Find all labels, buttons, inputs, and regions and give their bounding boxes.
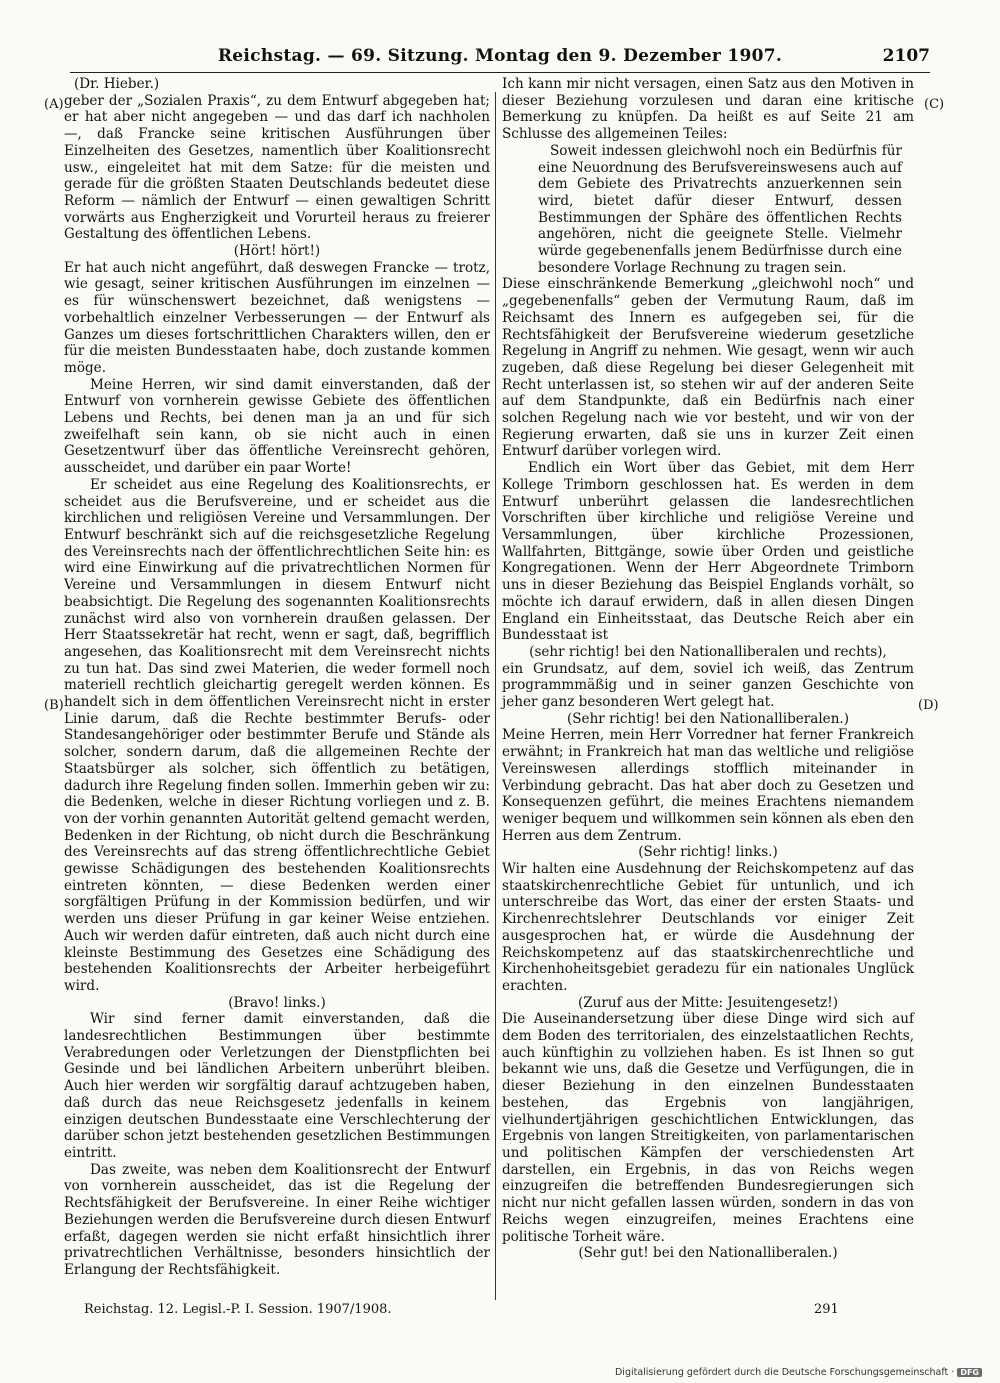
paragraph: Er scheidet aus eine Regelung des Koalitionsrechts, er scheidet aus die Berufsvereine, und er scheidet aus die kirchlichen und religiösen Vereine und Versammlungen. Der Entwurf beschränkt sich auf die reichsgesetzliche Regelung des Vereinsrechts nach der öffentlichrechtlichen Seite hin: es wird eine Einwirkung auf die privatrechtlichen Normen für Vereine und Versammlungen in diesem Entwurf nicht beabsichtigt. Die Regelung des sogenannten Koalitionsrechts zunächst wird also von vornherein draußen gelassen. Der Herr Staatssekretär hat recht, wenn er sagt, daß, begrifflich angesehen, das Koalitionsrecht mit dem Vereinsrecht nichts zu tun hat. Das sind zwei Materien, die weder formell noch materiell rechtlich gleichartig geregelt werden können. Es handelt sich in dem öffentlichen Vereinsrecht nicht in erster Linie darum, daß die Rechte bestimmter Berufs- oder Standesangehöriger oder bestimmter Berufe und Stände als solcher, sondern darum, daß die allgemeinen Rechte der Staatsbürger als solcher, sich öffentlich zu betätigen, dadurch ihre Regelung finden sollen. Immerhin geben wir zu: die Bedenken, welche in dieser Richtung vorliegen und z. B. von der vorhin genannten Autorität geltend gemacht werden, Bedenken in der Richtung, ob nicht durch die Beschränkung des Vereinsrechts auf das streng öffentlichrechtliche Gebiet gewisse Schädigungen des bestehenden Koalitionsrechts eintreten könnten, — diese Bedenken werden einer sorgfältigen Prüfung in der Kommission bedürfen, und wir werden uns dieser Prüfung in gar keiner Weise entziehen. Auch wir werden dafür eintreten, daß auch nicht durch eine kleinste Bestimmung des Gesetzes eine Schädigung des bestehenden Koalitionsrechts der Arbeiter herbeigeführt wird. xyxy=(64,476,490,994)
paragraph: Endlich ein Wort über das Gebiet, mit dem Herr Kollege Trimborn geschlossen hat. Es werden in dem Entwurf unberührt gelassen die landesrechtlichen Vorschriften über kirchliche und religiöse Vereine und Versammlungen, über kirchliche Prozessionen, Wallfahrten, Bittgänge, sowie über Orden und geistliche Kongregationen. Wenn der Herr Abgeordnete Trimborn uns in dieser Beziehung das Beispiel Englands vorhält, so möchte ich darauf erwidern, daß in allen diesen Dingen England ein Einheitsstaat, das Deutsche Reich aber ein Bundesstaat ist xyxy=(502,460,914,644)
paragraph: Die Auseinandersetzung über diese Dinge wird sich auf dem Boden des territorialen, des einzelstaatlichen Rechts, auch künftighin zu vollziehen haben. Es ist Ihnen so gut bekannt wie uns, daß die Gesetze und Verfügungen, die in dieser Beziehung in den einzelnen Bundesstaaten bestehen, das Ergebnis von langjährigen, vielhundertjährigen geschichtlichen Entwicklungen, das Ergebnis von langen Streitigkeiten, von parlamentarischen und politischen Kämpfen der verschiedensten Art darstellen, ein Ergebnis, in das von Reichs wegen einzugreifen die betreffenden Bundesregierungen sich nicht nur nicht gefallen lassen würden, sondern in das von Reichs wegen einzugreifen, meines Erachtens eine politische Torheit wäre. xyxy=(502,1011,914,1245)
left-column xyxy=(64,76,490,1279)
paragraph: Diese einschränkende Bemerkung „gleichwohl noch“ und „gegebenenfalls“ geben der Vermutung Raum, daß im Reichsamt des Innern es aufgegeben sei, für die Rechtsfähigkeit der Berufsvereine wiederum gesetzliche Regelung in Angriff zu nehmen. Wie gesagt, wenn wir auch zugeben, daß diese Regelung bei dieser Gelegenheit mit Recht unterlassen ist, so stehen wir auf der anderen Seite auf dem Standpunkte, daß ein Bedürfnis nach einer solchen Regelung nach wie vor besteht, und wir von der Regierung erwarten, daß sie uns in kurzer Zeit einen Entwurf darüber vorlegen wird. xyxy=(502,276,914,460)
interjection: (Bravo! links.) xyxy=(228,994,326,1011)
paragraph: Ich kann mir nicht versagen, einen Satz aus den Motiven in dieser Beziehung vorzulesen und daran eine kritische Bemerkung zu knüpfen. Da heißt es auf Seite 21 am Schlusse des allgemeinen Teiles: xyxy=(502,76,914,143)
paragraph: Meine Herren, wir sind damit einverstanden, daß der Entwurf von vornherein gewisse Gebiete des öffentlichen Lebens und Rechts, bei denen man ja an und für sich zweifelhaft sein kann, ob sie nicht auch in einen Gesetzentwurf über das öffentliche Vereinsrecht gehören, ausscheidet, und darüber ein paar Worte! xyxy=(64,376,490,477)
paragraph: Wir sind ferner damit einverstanden, daß die landesrechtlichen Bestimmungen über bestimmte Verabredungen oder Verletzungen der Dienstpflichten bei Gesinde und bei ländlichen Arbeitern unberührt bleiben. Auch hier werden wir sorgfältig darauf achtzugeben haben, daß durch das neue Reichsgesetz jedenfalls in keinem einzigen deutschen Bundesstaate eine Verschlechterung der darüber schon jetzt bestehenden gesetzlichen Bestimmungen eintritt. xyxy=(64,1011,490,1161)
running-title: Reichstag. — 69. Sitzung. Montag den 9. Dezember 1907. xyxy=(217,46,783,66)
interjection: (Sehr richtig! links.) xyxy=(638,844,778,861)
interjection: (sehr richtig! bei den Nationalliberalen und rechts), xyxy=(529,643,887,660)
margin-mark-a: (A) xyxy=(44,97,64,112)
interjection: (Hört! hört!) xyxy=(233,243,321,260)
interjection: (Sehr richtig! bei den Nationalliberalen.) xyxy=(566,710,850,727)
paragraph: Er hat auch nicht angeführt, daß deswegen Francke — trotz, wie gesagt, seiner kritischen Ausführungen im einzelnen — es für wünschenswert bezeichnet, daß wenigstens — vorbehaltlich einzelner Verbesserungen — der Entwurf als Ganzes um dieses fortschrittlichen Charakters willen, den er für die meisten Bundesstaaten habe, doch zustande kommen möge. xyxy=(64,259,490,376)
digitization-text: Digitalisierung gefördert durch die Deutsche Forschungsgemeinschaft · xyxy=(614,1367,955,1378)
right-column xyxy=(502,76,914,1262)
interjection: (Sehr gut! bei den Nationalliberalen.) xyxy=(578,1245,838,1262)
paragraph: ein Grundsatz, auf dem, soviel ich weiß, das Zentrum programmmäßig und in seiner ganzen Geschichte von jeher ganz besonderen Wert gelegt hat. xyxy=(502,660,914,711)
paragraph: Meine Herren, mein Herr Vorredner hat ferner Frankreich erwähnt; in Frankreich hat man das weltliche und religiöse Vereinswesen allerdings stofflich miteinander in Verbindung gebracht. Das hat aber doch zu Gesetzen und Konsequenzen geführt, die meines Erachtens niemandem weniger bequem und willkommen sein können als eben den Herren aus dem Zentrum. xyxy=(502,727,914,844)
digitization-notice xyxy=(615,1367,982,1378)
running-header xyxy=(70,46,930,73)
paragraph: geber der „Sozialen Praxis“, zu dem Entwurf abgegeben hat; er hat aber nicht angegeben — und das darf ich nachholen —, daß Francke seine kritischen Ausführungen über Einzelheiten des Gesetzes, namentlich über Koalitionsrecht usw., eingeleitet hat mit dem Satze: für die meisten und gerade für die größten Staaten Deutschlands bedeutet diese Reform — nämlich der Entwurf — einen gewaltigen Schritt vorwärts aus Engherzigkeit und Vorurteil heraus zu freierer Gestaltung des öffentlichen Lebens. xyxy=(64,92,490,243)
speaker-name: (Dr. Hieber.) xyxy=(74,76,160,92)
footer-session: Reichstag. 12. Legisl.-P. I. Session. 1907/1908. xyxy=(84,1302,392,1317)
paragraph: Wir halten eine Ausdehnung der Reichskompetenz auf das staatskirchenrechtliche Gebiet für untunlich, und ich unterschreibe das Wort, das einer der ersten Staats- und Kirchenrechtslehrer Deutschlands vor einiger Zeit ausgesprochen hat, er würde die Ausdehnung der Reichskompetenz auf das staatskirchenrechtliche und Kirchenhoheitsgebiet geradezu für ein nationales Unglück erachten. xyxy=(502,861,914,994)
interjection: (Zuruf aus der Mitte: Jesuitengesetz!) xyxy=(577,994,839,1011)
footer-sheet-number: 291 xyxy=(814,1302,839,1317)
page-number: 2107 xyxy=(882,46,930,66)
paragraph: Das zweite, was neben dem Koalitionsrecht der Entwurf von vornherein ausscheidet, das ist die Regelung der Rechtsfähigkeit der Berufsvereine. In einer Reihe wichtiger Beziehungen werden die Berufsvereine durch diesen Entwurf erfaßt, dagegen werden sie nicht erfaßt hinsichtlich ihrer privatrechtlichen Verhältnisse, besonders hinsichtlich der Erlangung der Rechtsfähigkeit. xyxy=(64,1161,490,1278)
block-quote: Soweit indessen gleichwohl noch ein Bedürfnis für eine Neuordnung des Berufsvereinswesens auch auf dem Gebiete des Privatrechts anzuerkennen sein wird, bietet dafür dieser Entwurf, dessen Bestimmungen der Sphäre des öffentlichen Rechts angehören, nicht die geeignete Stelle. Vielmehr würde gegebenenfalls jenem Bedürfnisse durch eine besondere Vorlage Rechnung zu tragen sein. xyxy=(538,142,902,276)
dfg-logo-icon: DFG xyxy=(957,1368,982,1377)
margin-mark-b: (B) xyxy=(44,698,64,713)
margin-mark-c: (C) xyxy=(924,97,945,112)
margin-mark-d: (D) xyxy=(918,698,939,713)
column-divider xyxy=(495,92,496,1300)
